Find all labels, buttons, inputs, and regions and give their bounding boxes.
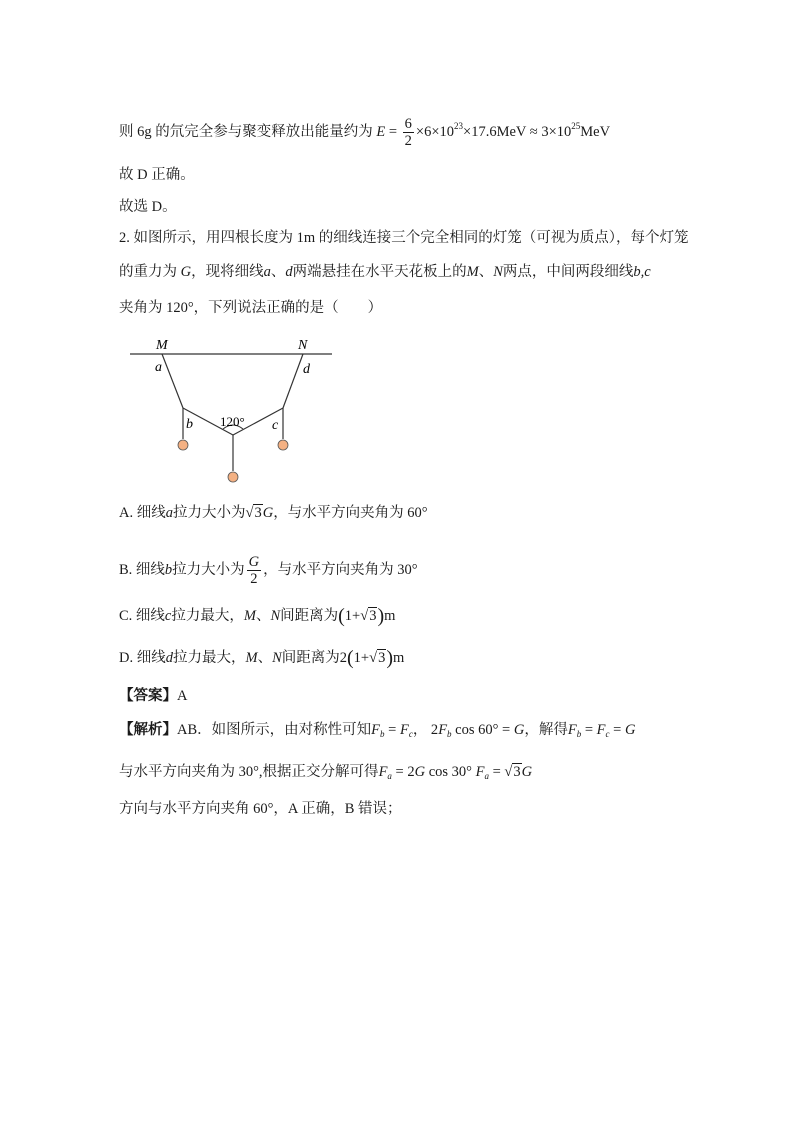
question-line-2: 的重力为 G，现将细线a、d两端悬挂在水平天花板上的M、N两点，中间两段细线b,c — [119, 264, 651, 280]
energy-equation-line: 则 6g 的氘完全参与聚变释放出能量约为 E = $\frac{6}{2}$ $\times 6\times 10^{23}\times 17.6MeV \approx 3\times 10^{25}MeV$ — [119, 116, 611, 150]
label-b: b — [186, 417, 193, 432]
lantern-middle — [228, 472, 238, 482]
label-angle: 120° — [220, 414, 245, 429]
lantern-diagram — [120, 332, 340, 492]
question-line-3: 夹角为 120°，下列说法正确的是（ ） — [119, 300, 383, 316]
analysis-line-1: 【解析】AB．如图所示，由对称性可知$F_b = F_c$， $2F_b$ cos 60° = G，解得$F_b = F_c = G$ — [119, 722, 636, 739]
option-a: A. 细线a拉力大小为√3G，与水平方向夹角为 60° — [119, 505, 428, 521]
question-line-1: 2. 如图所示，用四根长度为 1m 的细线连接三个完全相同的灯笼（可视为质点），每个灯笼 — [119, 230, 689, 246]
conclusion-line: 故 D 正确。 — [119, 167, 195, 183]
string-d — [283, 354, 303, 408]
string-a — [162, 354, 183, 408]
option-b: B. 细线b拉力大小为 $\frac{G}{2}$ ，与水平方向夹角为 30° — [119, 554, 418, 587]
fraction: $\frac{6}{2}$ — [404, 116, 412, 150]
label-c: c — [272, 418, 279, 433]
lantern-right — [278, 440, 288, 450]
label-a: a — [155, 360, 162, 375]
answer-line: 【答案】A — [119, 688, 188, 704]
label-M: M — [156, 338, 168, 353]
choice-line: 故选 D。 — [119, 199, 177, 215]
analysis-line-2: 与水平方向夹角为 30°,根据正交分解可得$F_a = 2G$ cos 30° $F_a = √3G$ — [119, 764, 533, 781]
sqrt: √3 — [245, 505, 262, 521]
option-c: C. 细线c拉力最大，M、N间距离为(1+√3)m — [119, 605, 396, 627]
analysis-line-3: 方向与水平方向夹角 60°，A 正确，B 错误； — [119, 801, 402, 817]
label-d: d — [303, 362, 310, 377]
label-N: N — [298, 338, 308, 353]
option-d: D. 细线d拉力最大，M、N间距离为2(1+√3)m — [119, 647, 405, 669]
fraction: $\frac{G}{2}$ — [248, 554, 260, 587]
lantern-left — [178, 440, 188, 450]
